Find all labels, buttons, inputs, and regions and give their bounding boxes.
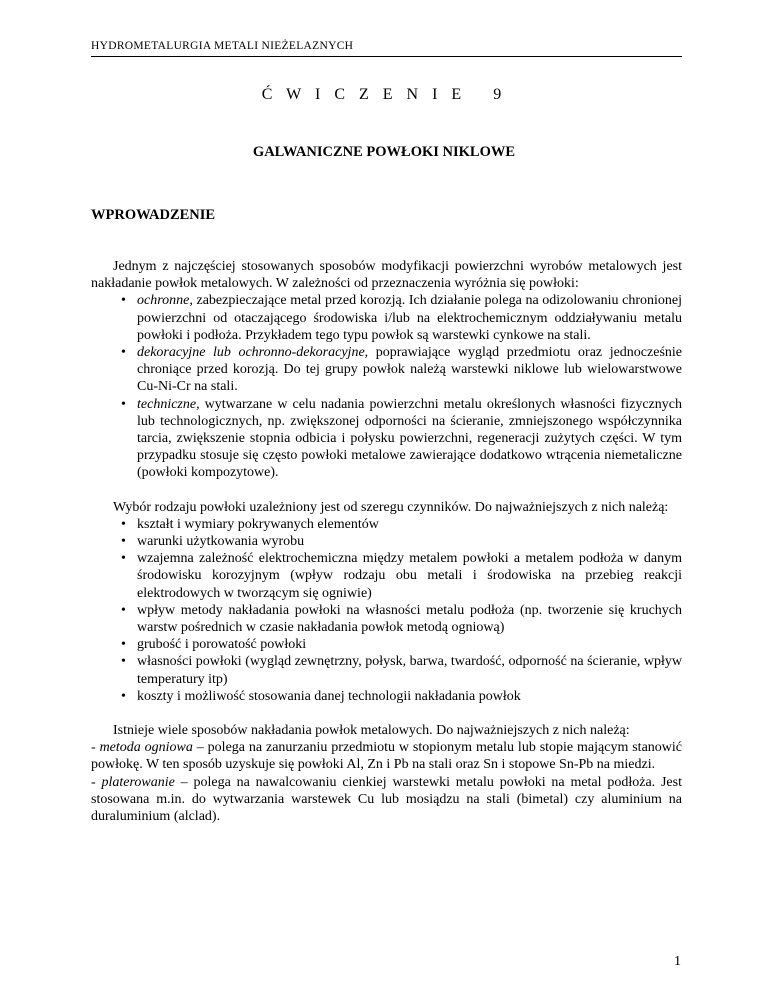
bullet-icon: • bbox=[121, 654, 126, 670]
bullet-icon: • bbox=[121, 345, 126, 361]
list-item: • wpływ metody nakładania powłoki na własności metalu podłoża (np. tworzenie się kruchych warstw pośrednich w czasie nakładania powłok metodą ogniową) bbox=[121, 602, 682, 636]
bullet-icon: • bbox=[121, 293, 126, 309]
method-term: platerowanie bbox=[101, 774, 175, 790]
method-paragraph: - platerowanie – polega na nawalcowaniu cienkiej warstewki metalu powłoki na metal podłoża. Jest stosowana m.in. do wytwarzania warstewek Cu lub mosiądzu na stali (bimetal) czy aluminium na duraluminium (alclad). bbox=[91, 774, 682, 825]
intro-paragraph: Jednym z najczęściej stosowanych sposobów modyfikacji powierzchni wyrobów metalowych jest nakładanie powłok metalowych. W zależności od przeznaczenia wyróżnia się powłoki: bbox=[91, 259, 682, 292]
exercise-title: Ć W I C Z E N I E 9 bbox=[261, 86, 507, 103]
list-item: • warunki użytkowania wyrobu bbox=[121, 534, 305, 550]
list-item-text: , poprawiające wygląd przedmiotu oraz jednocześnie chroniące przed korozją. Do tej grupy powłok należą warstewki niklowe lub wielowarstwowe Cu-Ni-Cr na stali. bbox=[137, 345, 682, 395]
section-heading: WPROWADZENIE bbox=[91, 207, 216, 223]
methods-intro-paragraph: Istnieje wiele sposobów nakładania powłok metalowych. Do najważniejszych z nich należą: bbox=[113, 723, 630, 739]
method-paragraph: - metoda ogniowa – polega na zanurzaniu przedmiotu w stopionym metalu lub stopie mającym stanowić powłokę. W ten sposób uzyskuje się powłoki Al, Zn i Pb na stali oraz Sn i stopowe Sn-Pb na miedzi. bbox=[91, 740, 682, 773]
topic-title: GALWANICZNE POWŁOKI NIKLOWE bbox=[252, 144, 516, 160]
bullet-icon: • bbox=[121, 516, 126, 532]
bullet-icon: • bbox=[121, 396, 126, 412]
list-item: • kształt i wymiary pokrywanych elementów bbox=[121, 516, 379, 532]
page-number: 1 bbox=[674, 954, 681, 969]
coating-types-list bbox=[91, 292, 682, 481]
list-item bbox=[91, 396, 682, 482]
list-item bbox=[91, 292, 682, 344]
list-item-term: dekoracyjne lub ochronno-dekoracyjne bbox=[137, 345, 365, 361]
method-term: metoda ogniowa bbox=[99, 740, 193, 756]
header-divider bbox=[91, 56, 682, 57]
running-header: HYDROMETALURGIA METALI NIEŻELAZNYCH bbox=[91, 40, 354, 52]
body-text bbox=[91, 258, 682, 825]
bullet-icon: • bbox=[121, 534, 126, 550]
bullet-icon: • bbox=[121, 551, 126, 567]
list-item-text: , wytwarzane w celu nadania powierzchni metalu określonych własności fizycznych lub technologicznych, np. zwiększonej odporności na ścieranie, zmniejszonego współczynnika tarcia, zwiększenie stopnia odbicia i połysku powierzchni, regeneracji zużytych części. W tym przypadku stosuje się często powłoki metalowe zawierające dodatkowo wtrącenia niemetaliczne (powłoki kompozytowe). bbox=[137, 396, 682, 481]
list-item-term: ochronne bbox=[137, 293, 190, 309]
list-item: • własności powłoki (wygląd zewnętrzny, połysk, barwa, twardość, odporność na ścieranie, wpływ temperatury itp) bbox=[121, 654, 682, 687]
list-item-text: , zabezpieczające metal przed korozją. Ich działanie polega na odizolowaniu chronionej powierzchni od otaczającego środowiska i/lub na elektrochemicznym oddziaływaniu metalu powłoki i podłoża. Przykładem tego typu powłok są warstewki cynkowe na stali. bbox=[137, 293, 682, 343]
factors-list bbox=[91, 516, 682, 705]
bullet-icon: • bbox=[121, 688, 126, 704]
list-item: • koszty i możliwość stosowania danej technologii nakładania powłok bbox=[121, 688, 521, 704]
factors-intro-paragraph: Wybór rodzaju powłoki uzależniony jest od szeregu czynników. Do najważniejszych z nich należą: bbox=[113, 499, 669, 515]
list-item bbox=[91, 344, 682, 396]
list-item: • wzajemna zależność elektrochemiczna między metalem powłoki a metalem podłoża w danym środowisku korozyjnym (wpływ rodzaju obu metali i środowiska na przebieg reakcji elektrodowych w tworzącym się ogniwie) bbox=[121, 551, 682, 601]
bullet-icon: • bbox=[121, 637, 126, 653]
list-item: • grubość i porowatość powłoki bbox=[121, 637, 307, 653]
list-item-term: techniczne bbox=[137, 396, 197, 412]
bullet-icon: • bbox=[121, 602, 126, 618]
